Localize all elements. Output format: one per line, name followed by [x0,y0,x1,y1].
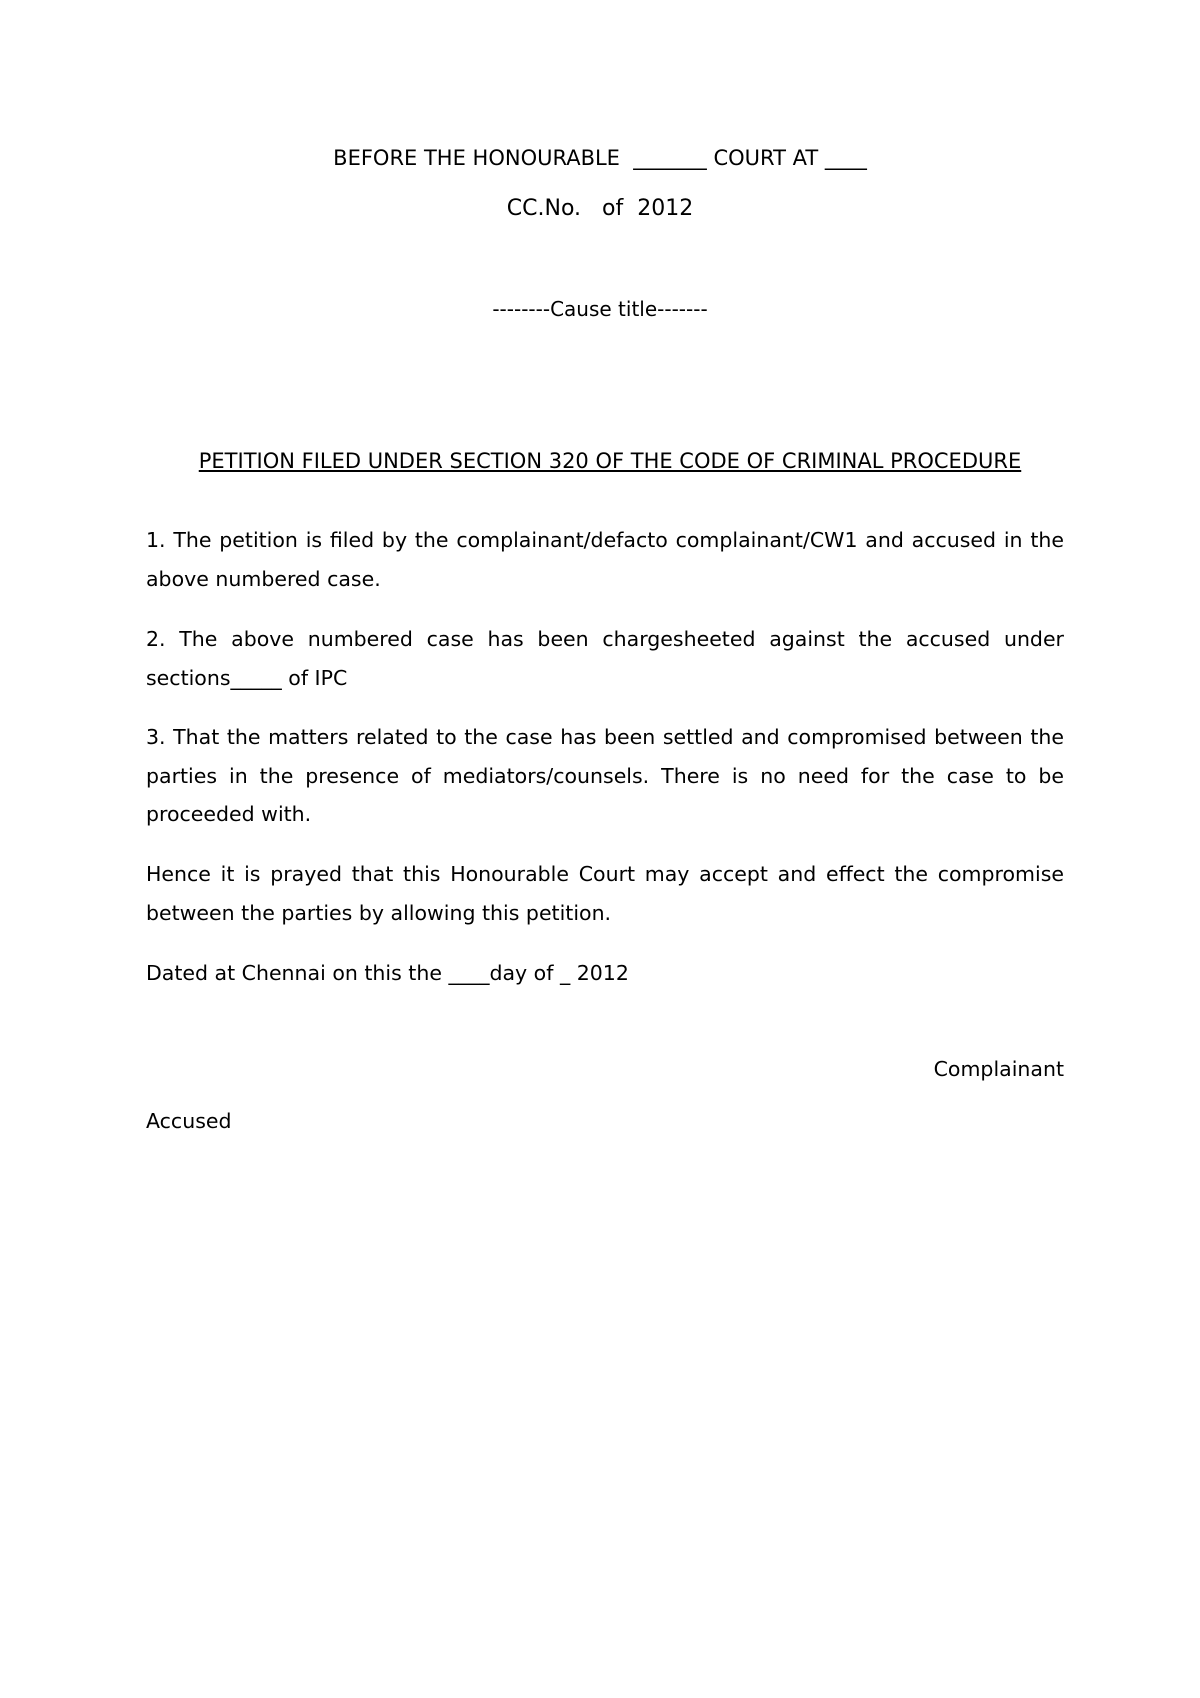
court-heading: BEFORE THE HONOURABLE _______ COURT AT ____ [333,146,867,170]
paragraph-3: 3. That the matters related to the case has been settled and compromised between the parties in the presence of mediators/counsels. There is no need for the case to be proceeded with. [146,725,1064,826]
paragraph-2: 2. The above numbered case has been chargesheeted against the accused under sections_____ of IPC [146,627,1064,690]
dated-line: Dated at Chennai on this the ____day of _ 2012 [146,961,629,985]
case-number: CC.No. of 2012 [506,196,694,221]
accused-signature-label: Accused [146,1109,232,1133]
paragraph-1: 1. The petition is filed by the complainant/defacto complainant/CW1 and accused in the above numbered case. [146,528,1064,591]
complainant-signature-label: Complainant [933,1057,1064,1081]
prayer-paragraph: Hence it is prayed that this Honourable Court may accept and effect the compromise between the parties by allowing this petition. [146,862,1064,925]
cause-title: --------Cause title------- [492,297,708,321]
petition-title: PETITION FILED UNDER SECTION 320 OF THE CODE OF CRIMINAL PROCEDURE [198,449,1022,473]
